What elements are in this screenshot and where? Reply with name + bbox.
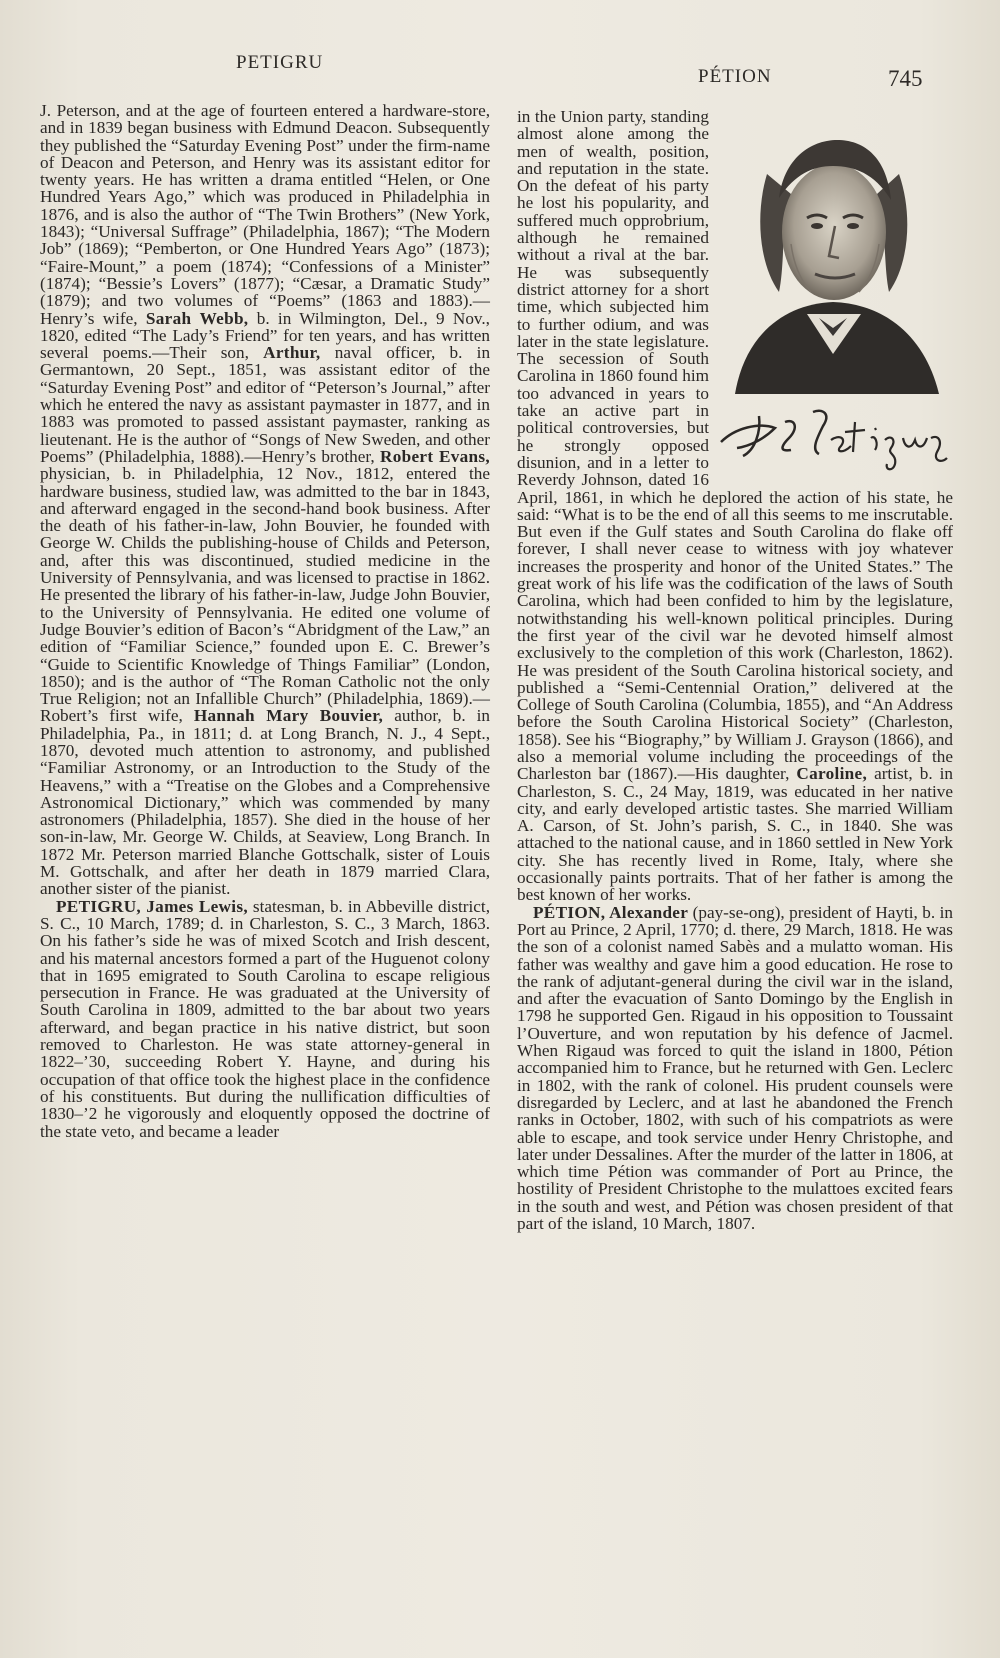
headword-petion: PÉTION, Alexander xyxy=(533,902,689,922)
paragraph-text: artist, b. in Charleston, S. C., 24 May, 1819, was educated in her native city, and early developed artistic tastes. She married William A. Carson, of St. John’s parish, S. C., in 1840. She was attached to the national cause, and in 1860 settled in New York city. She has recently lived in Rome, Italy, where she occasionally paints portraits. That of her father is among the best known of her works. xyxy=(517,764,954,905)
paragraph-text: physician, b. in Philadelphia, 12 Nov., 1812, entered the hardware business, studied law, was admitted to the bar in 1843, and afterward engaged in the second-hand book business. After the death of his father-in-law, John Bouvier, he founded with George W. Childs the publishing-house of Childs and Peterson, and, after this was discontinued, studied medicine in the University of Pennsylvania, and was licensed to practise in 1862. He presented the library of his father-in-law, Judge John Bouvier, to the University of Pennsylvania. He edited one volume of Judge Bouvier’s edition of Bacon’s “Abridgment of the Law,” an edition of “Familiar Science,” founded upon E. C. Brewer’s “Guide to Scientific Knowledge of Things Familiar” (London, 1850); and is the author of “The Roman Catholic not the only True Religion; not an Infallible Church” (Philadelphia, 1869).—Robert’s first wife, xyxy=(40,464,490,726)
paragraph-text: naval officer, b. in Germantown, 20 Sept., 1851, was assistant editor of the “Saturday Evening Post” and editor of “Peterson’s Journal,” after which he entered the navy as assistant paymaster in 1877, and in 1883 was promoted to passed assistant paymaster, ranking as lieutenant. He is the author of “Songs of New Sweden, and other Poems” (Philadelphia, 1888).—Henry’s brother, xyxy=(40,343,491,466)
paragraph-text: in the Union party, standing almost alone among the men of wealth, position, and reputation in the state. On the defeat of his party he lost his popularity, and suffered much opprobrium, although he remained without a rival at the bar. He was subsequently district attorney for a short time, which subjected him to further odium, and was later in the state legislature. The secession of South Carolina in 1860 found him too advanced in years to take an active part in political controversies, but he strongly opposed disunion, and in a letter to Reverdy Johnson, dated 16 April, 1861, in which he deplored the action of his state, he said: “What is to be the end of all this seems to me inscrutable. But even if the Gulf states and South Carolina do flake off forever, I shall never cease to witness with joy whatever increases the prosperity and honor of the United States.” The great work of his life was the codification of the laws of South Carolina, which had been confided to him by the legislature, notwithstanding his well-known political principles. During the first year of the civil war he devoted himself almost exclusively to the completion of this work (Charleston, 1862). He was president of the South Carolina historical society, and published a “Semi-Centennial Oration,” delivered at the College of South Carolina (Columbia, 1855), and “An Address before the South Carolina Historical Society” (Charleston, 1858). See his “Biography,” by William J. Grayson (1866), and also a memorial volume including the proceedings of the Charleston bar (1867).—His daughter, xyxy=(517,107,953,784)
page-number: 745 xyxy=(888,66,923,91)
running-head-right: PÉTION xyxy=(698,66,772,87)
entry-petion xyxy=(517,904,953,1233)
paragraph-text: b. in Wilmington, Del., 9 Nov., 1820, edited “The Lady’s Friend” for ten years, and has written several poems.—Their son, xyxy=(40,308,490,363)
left-column xyxy=(40,102,490,1140)
paragraph-text: author, b. in Philadelphia, Pa., in 1811; d. at Long Branch, N. J., 4 Sept., 1870, devoted much attention to astronomy, and published “Familiar Astronomy, or an Introduction to the Study of the Heavens,” with a “Treatise on the Globes and a Comprehensive Astronomical Dictionary,” which was commended by many astronomers (Philadelphia, 1857). She died in the house of her son-in-law, Mr. George W. Childs, at Seaview, Long Branch. In 1872 Mr. Peterson married Blanche Gottschalk, sister of Louis M. Gottschalk, and after her death in 1879 married Clara, another sister of the pianist. xyxy=(40,706,491,899)
running-head-left: PETIGRU xyxy=(236,52,324,73)
entry-petigru xyxy=(40,898,490,1140)
headword-sarah-webb: Sarah Webb, xyxy=(145,308,249,328)
paragraph-text: (pay-se-ong), president of Hayti, b. in Port au Prince, 2 April, 1770; d. there, 29 March, 1818. He was the son of a colonist named Sabès and a mulatto woman. His father was wealthy and gave him a good education. He rose to the rank of adjutant-general during the civil war in the island, and after the evacuation of Santo Domingo by the English in 1798 he supported Gen. Rigaud in his opposition to Toussaint l’Ouverture, and won reputation by his defence of Jacmel. When Rigaud was forced to quit the island in 1800, Pétion accompanied him to France, but he returned with Gen. Leclerc in 1802, with the rank of colonel. His prudent counsels were disregarded by Leclerc, and at last he abandoned the French ranks in October, 1802, with such of his compatriots as were able to escape, and took service under Henry Christophe, and later under Dessalines. After the murder of the latter in 1806, at which time Pétion was commander of Port au Prince, the hostility of President Christophe to the mulattoes excited fears in the south and west, and Pétion was chosen president of that part of the island, 10 March, 1807. xyxy=(517,902,954,1233)
entry-peterson-continued xyxy=(40,102,490,898)
headword-hannah-mary-bouvier: Hannah Mary Bouvier, xyxy=(193,706,384,726)
paragraph-text: statesman, b. in Abbeville district, S. C., 10 March, 1789; d. in Charleston, S. C., 3 March, 1863. On his father’s side he was of mixed Scotch and Irish descent, and his maternal ancestors formed a part of the Huguenot colony that in 1695 emigrated to South Carolina to escape religious persecution in France. He was graduated at the University of South Carolina in 1809, admitted to the bar about two years afterward, and began practice in his native district, but soon removed to Charleston. He was state attorney-general in 1822–’30, succeeding Robert Y. Hayne, and during his occupation of that office took the highest place in the confidence of his constituents. But during the nullification difficulties of 1830–’2 he vigorously and eloquently opposed the doctrine of the state veto, and became a leader xyxy=(40,896,490,1141)
portrait-figure xyxy=(715,108,953,478)
headword-petigru: PETIGRU, James Lewis, xyxy=(56,896,248,916)
paragraph-text: J. Peterson, and at the age of fourteen entered a hardware-store, and in 1839 began business with Edmund Deacon. Subsequently they published the “Saturday Evening Post” under the firm-name of Deacon and Peterson, and Henry was its assistant editor for twenty years. He has written a drama entitled “Helen, or One Hundred Years Ago,” which was produced in Philadelphia in 1876, and is also the author of “The Twin Brothers” (New York, 1843); “Universal Suffrage” (Philadelphia, 1867); “The Modern Job” (1869); “Pemberton, or One Hundred Years Ago” (1873); “Faire-Mount,” a poem (1874); “Confessions of a Minister” (1874); “Bessie’s Lovers” (1877); “Cæsar, a Dramatic Study” (1879); and two volumes of “Poems” (1863 and 1883).—Henry’s wife, xyxy=(40,101,490,328)
headword-arthur: Arthur, xyxy=(263,343,321,363)
right-column xyxy=(517,108,953,1232)
signature-icon xyxy=(715,398,953,478)
headword-robert-evans: Robert Evans, xyxy=(380,446,490,466)
headword-caroline: Caroline, xyxy=(796,764,868,784)
engraved-portrait-icon xyxy=(715,114,953,404)
